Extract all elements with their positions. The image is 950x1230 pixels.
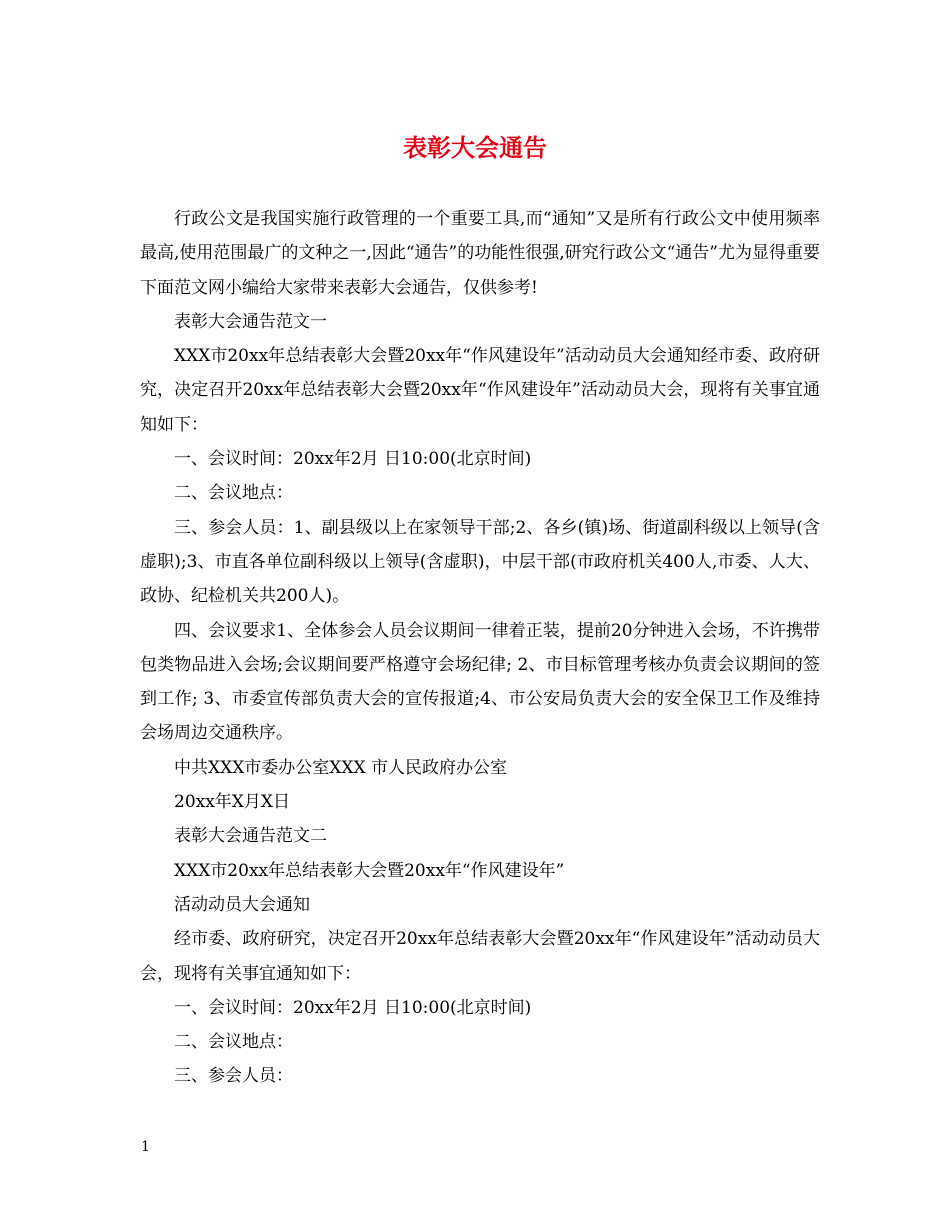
- meeting-time-two: 一、会议时间：20xx年2月 日10:00(北京时间): [174, 997, 532, 1018]
- meeting-place-one: 二、会议地点：: [174, 483, 293, 504]
- attendees-one: 三、参会人员：1、副县级以上在家领导干部;2、各乡(镇)场、街道副科级以上领导(含虚职);3、市直各单位副科级以上领导(含虚职)，中层干部(市政府机关400人,市委、人大、政协、纪检机关共200人)。: [140, 517, 820, 607]
- document-body: [140, 202, 820, 1094]
- meeting-time-one: 一、会议时间：20xx年2月 日10:00(北京时间): [174, 449, 532, 470]
- intro-paragraph: 行政公文是我国实施行政管理的一个重要工具,而“通知”又是所有行政公文中使用频率最高,使用范围最广的文种之一,因此“通告”的功能性很强,研究行政公文“通告”尤为显得重要下面范文网小编给大家带来表彰大会通告，仅供参考!: [140, 209, 820, 298]
- document-title: 表彰大会通告: [403, 133, 547, 162]
- issue-date: 20xx年X月X日: [174, 792, 291, 813]
- notice-two-title-line-two: 活动动员大会通知: [174, 894, 310, 915]
- page-number: 1: [141, 1139, 150, 1155]
- meeting-requirements-one: 四、会议要求1、全体参会人员会议期间一律着正装，提前20分钟进入会场，不许携带包类物品进入会场;会议期间要严格遵守会场纪律; 2、市目标管理考核办负责会议期间的签到工作; 3、市委宣传部负责大会的宣传报道;4、市公安局负责大会的安全保卫工作及维持会场周边交通秩序。: [140, 620, 820, 744]
- notice-two-title-line-one: XXX市20xx年总结表彰大会暨20xx年“作风建设年”: [174, 860, 565, 881]
- meeting-place-two: 二、会议地点：: [174, 1032, 293, 1053]
- attendees-two: 三、参会人员：: [174, 1066, 293, 1087]
- notice-two-paragraph: 经市委、政府研究，决定召开20xx年总结表彰大会暨20xx年“作风建设年”活动动员大会，现将有关事宜通知如下：: [140, 929, 820, 984]
- issuing-offices: 中共XXX市委办公室XXX 市人民政府办公室: [174, 757, 508, 778]
- notice-one-paragraph: XXX市20xx年总结表彰大会暨20xx年“作风建设年”活动动员大会通知经市委、政府研究，决定召开20xx年总结表彰大会暨20xx年“作风建设年”活动动员大会，现将有关事宜通知如下：: [140, 346, 820, 435]
- sample-one-heading: 表彰大会通告范文一: [174, 311, 327, 332]
- sample-two-heading: 表彰大会通告范文二: [174, 826, 327, 847]
